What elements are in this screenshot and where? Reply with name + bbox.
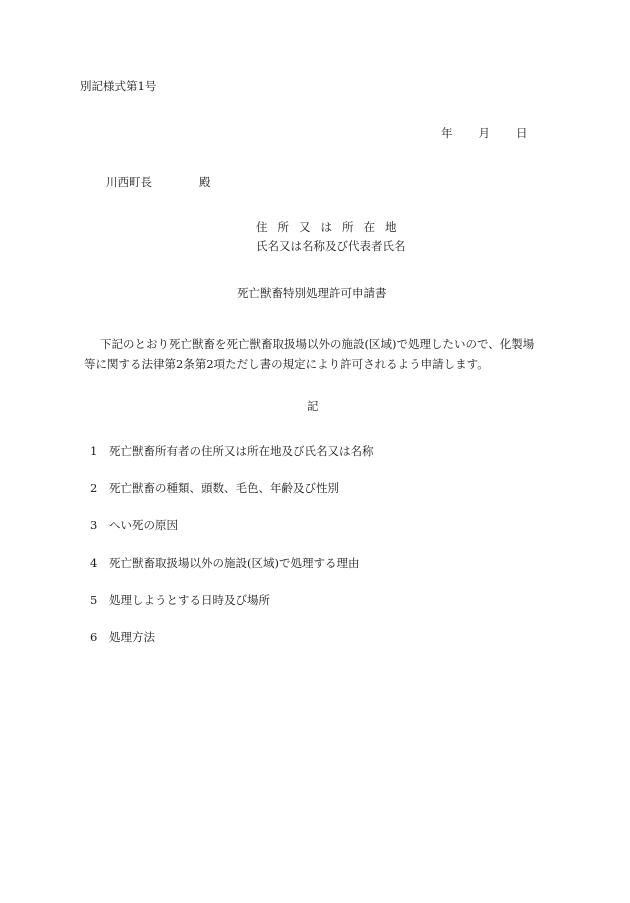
item-number: 4 bbox=[90, 556, 98, 570]
date-month: 月 bbox=[478, 126, 490, 140]
form-number: 別記様式第1号 bbox=[80, 79, 157, 93]
item-text: 死亡獣畜取扱場以外の施設(区域)で処理する理由 bbox=[109, 556, 360, 570]
body-paragraph bbox=[84, 334, 554, 374]
item-text: 死亡獣畜の種類、頭数、毛色、年齢及び性別 bbox=[109, 481, 339, 495]
list-item bbox=[90, 446, 374, 458]
list-item bbox=[90, 558, 359, 570]
body-line-2: 等に関する法律第2条第2項ただし書の規定により許可されるよう申請します。 bbox=[84, 357, 489, 371]
item-text: 死亡獣畜所有者の住所又は所在地及び氏名又は名称 bbox=[109, 444, 374, 458]
applicant-name-label: 氏名又は名称及び代表者氏名 bbox=[256, 239, 406, 253]
item-text: 処理しようとする日時及び場所 bbox=[109, 593, 270, 607]
list-item bbox=[90, 595, 270, 607]
item-number: 2 bbox=[90, 481, 98, 495]
list-item bbox=[90, 483, 339, 495]
body-line-1: 下記のとおり死亡獣畜を死亡獣畜取扱場以外の施設(区域)で処理したいので、化製場 bbox=[100, 337, 535, 351]
addressee bbox=[106, 177, 211, 189]
date-day: 日 bbox=[516, 126, 528, 140]
applicant-address-label: 住所又は所在地 bbox=[256, 220, 407, 234]
item-number: 3 bbox=[90, 518, 98, 532]
addressee-name: 川西町長 bbox=[106, 175, 152, 189]
list-item bbox=[90, 520, 178, 532]
item-text: 処理方法 bbox=[109, 630, 155, 644]
item-text: へい死の原因 bbox=[109, 518, 178, 532]
date-year: 年 bbox=[441, 126, 453, 140]
item-number: 6 bbox=[90, 630, 98, 644]
document-title: 死亡獣畜特別処理許可申請書 bbox=[237, 286, 387, 300]
list-item bbox=[90, 632, 155, 644]
date-line bbox=[441, 128, 528, 140]
item-number: 5 bbox=[90, 593, 98, 607]
addressee-honorific: 殿 bbox=[199, 175, 211, 189]
item-number: 1 bbox=[90, 444, 98, 458]
ki-heading: 記 bbox=[307, 399, 319, 413]
